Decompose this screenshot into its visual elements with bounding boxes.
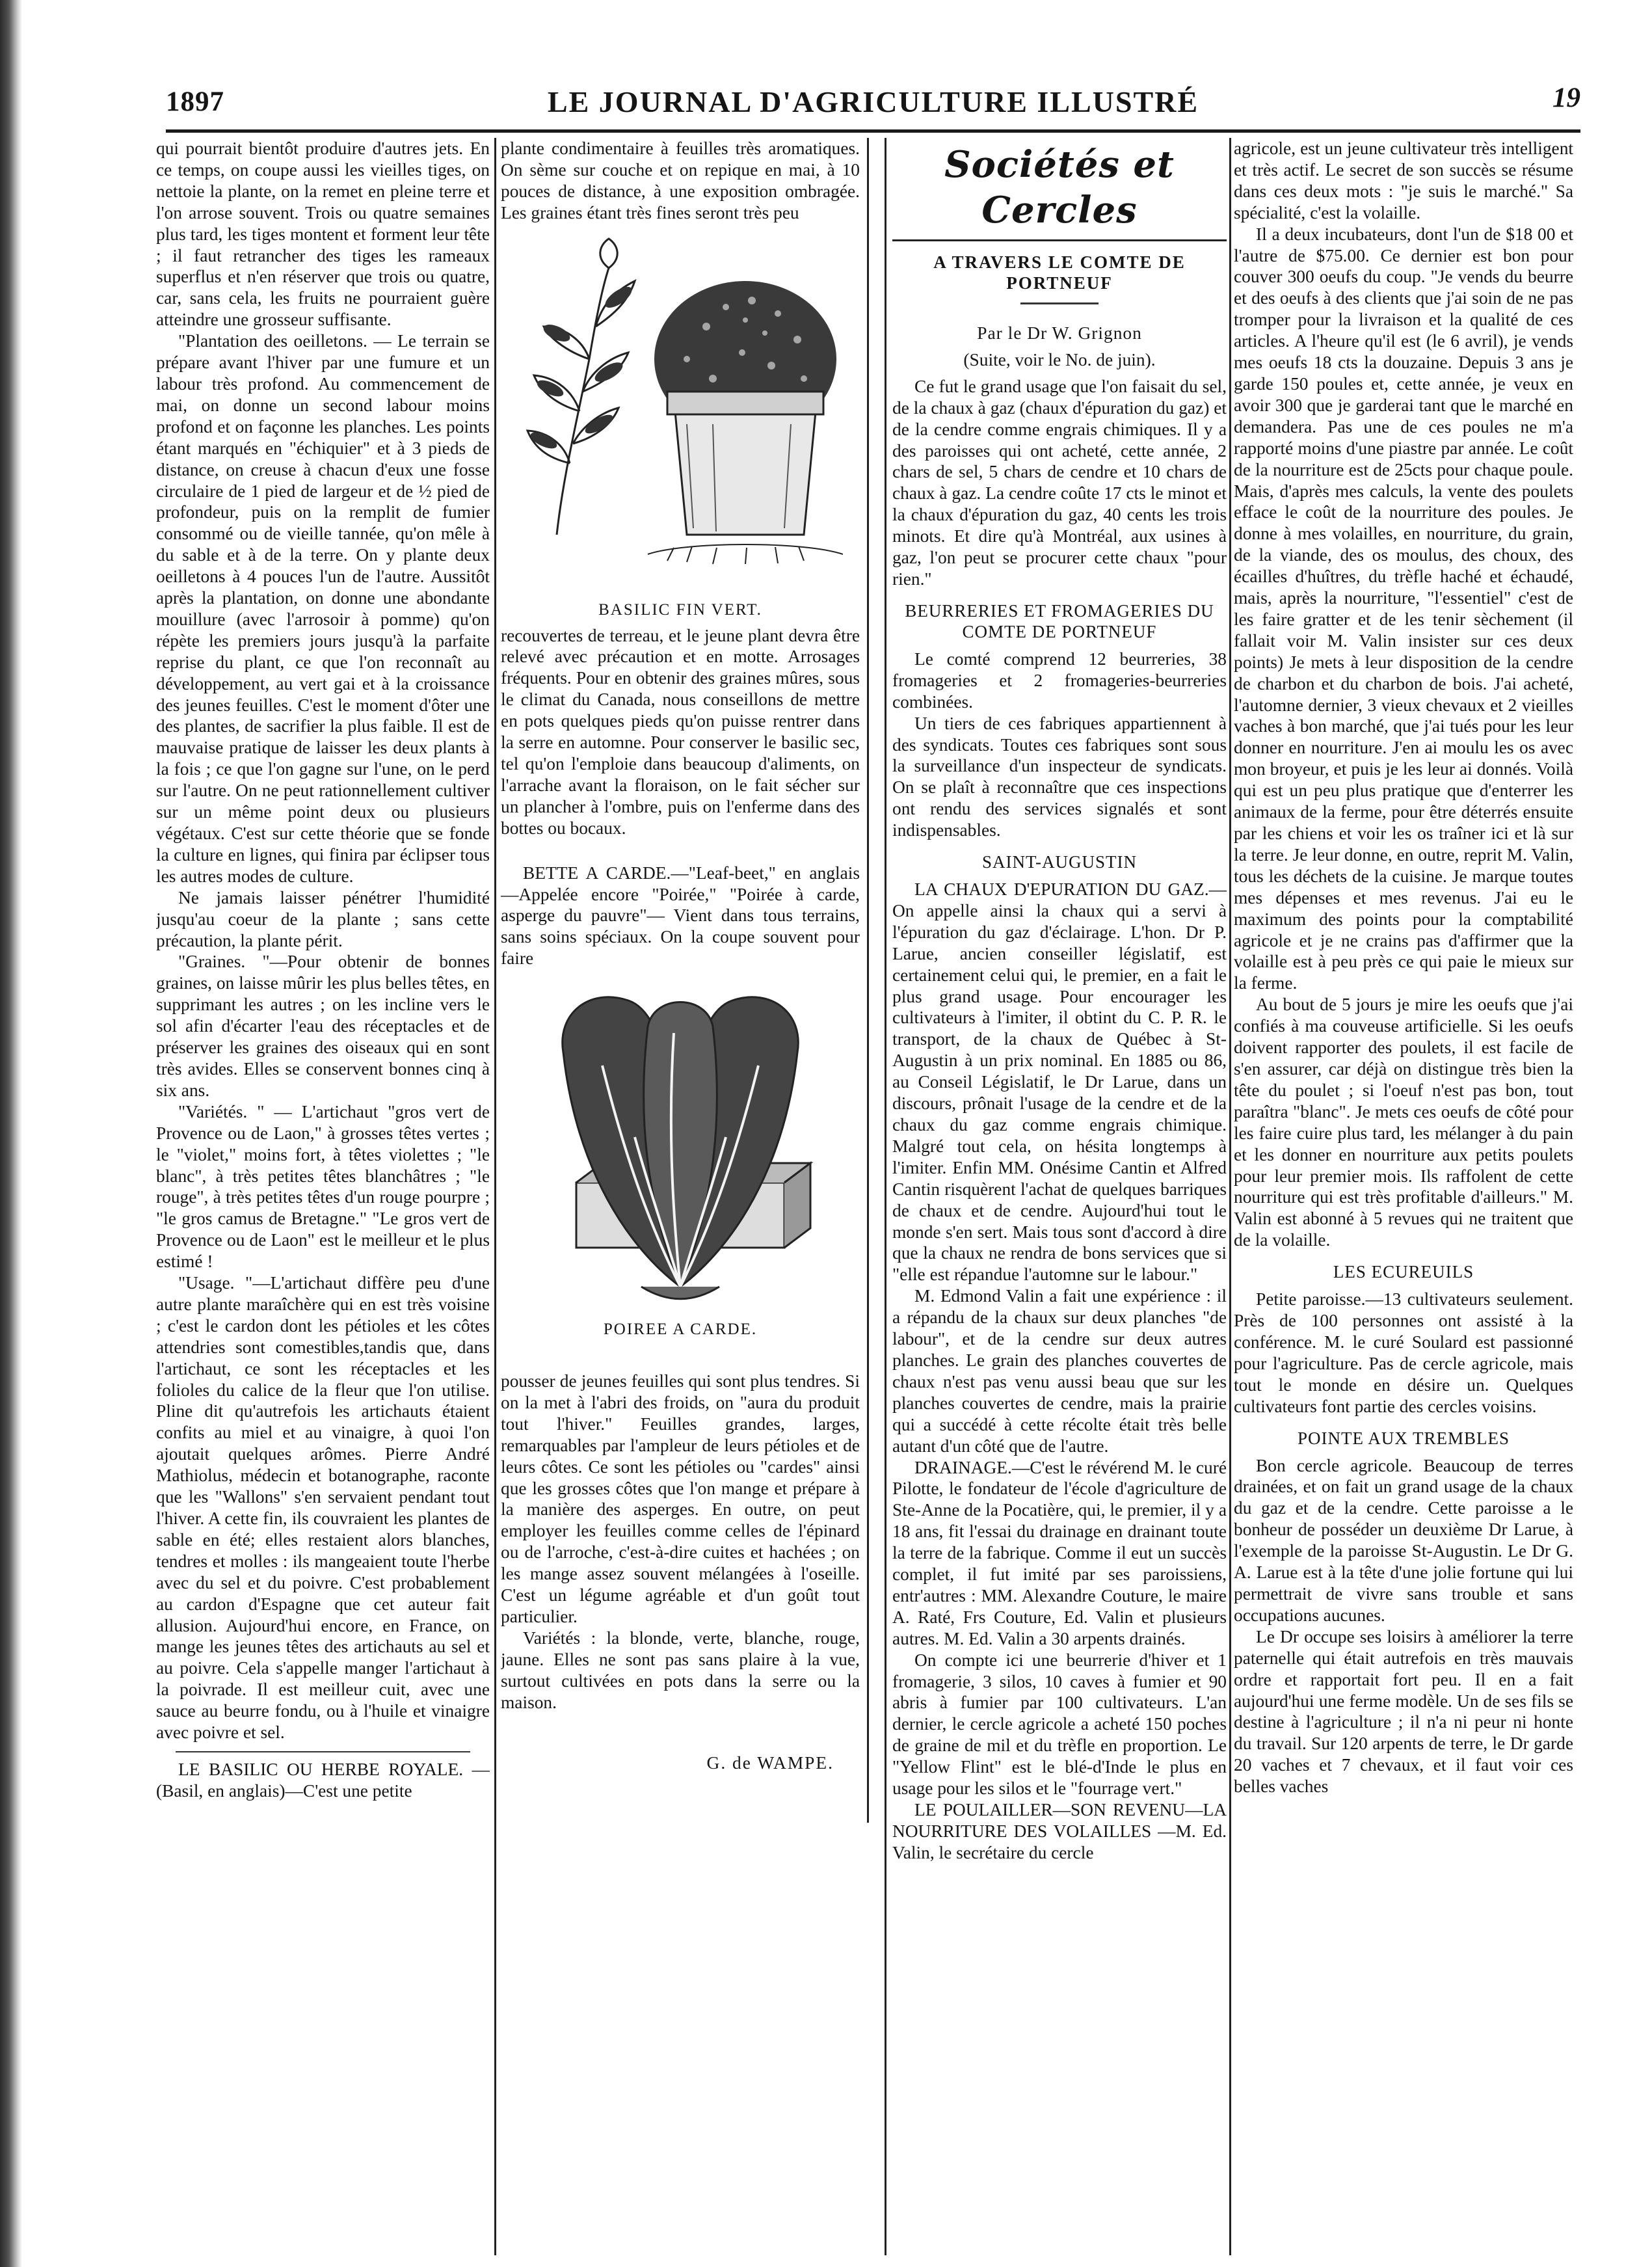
journal-title: LE JOURNAL D'AGRICULTURE ILLUSTRÉ (547, 85, 1199, 118)
paragraph: qui pourrait bientôt produire d'autres jets. En ce temps, on coupe aussi les vieilles tiges, on nettoie la plante, on la remet en pleine terre et l'on arrose souvent. Trois ou quatre semaines plus tard, les tiges montent et forment leur tête ; il faut retrancher des tiges les rameaux superflus et n'en réserver que trois ou quatre, car, sans cela, les fruits ne pourraient guère atteindre une grosseur suffisante. (156, 139, 490, 330)
column-rule (494, 138, 496, 2255)
paragraph: agricole, est un jeune cultivateur très intelligent et très actif. Le secret de son succès se résume dans ces deux mots : "je suis le marché." Sa spécialité, c'est la volaille. (1234, 139, 1573, 222)
paragraph: M. Edmond Valin a fait une expérience : il a répandu de la chaux sur deux planches "de labour", et de la cendre sur deux autres planches. Le grain des planches couvertes de chaux n'est pas venu aussi beau que sur les planches couvertes de cendre, mais la prairie qui a succédé à cette récolte était très belle autant d'un côté que de l'autre. (892, 1286, 1227, 1456)
column-rule (885, 138, 886, 2255)
paragraph: "Graines. "—Pour obtenir de bonnes graines, on laisse mûrir les plus belles têtes, en supprimant les autres ; on les incline vers le sol afin d'écarter l'eau des réceptacles et de préserver les graines des oiseaux qui en sont très avides. Elles se conservent bonnes cinq à six ans. (156, 952, 490, 1100)
byline: Par le Dr W. Grignon (977, 323, 1142, 343)
paragraph: DRAINAGE.—C'est le révérend M. le curé Pilotte, le fondateur de l'école d'agriculture de Ste-Anne de la Pocatière, qui, le premier, il y a 18 ans, fit l'essai du drainage en drainant toute la terre de la fabrique. Comme il eut un succès complet, il fut imité par ses paroissiens, entr'autres : MM. Alexandre Couture, le maire A. Raté, Frs Couture, Ed. Valin et plusieurs autres. M. Ed. Valin a 30 arpents drainés. (892, 1457, 1227, 1648)
chard-illustration (537, 974, 823, 1313)
paragraph: Variétés : la blonde, verte, blanche, rouge, jaune. Elles ne sont pas sans plaire à la vue, surtout cultivées en pots dans la serre ou la maison. (501, 1628, 860, 1712)
paragraph: Il a deux incubateurs, dont l'un de $18 00 et l'autre de $75.00. Ce dernier est bon pour couver 300 oeufs du coup. "Je vends du beurre et des oeufs à des clients que j'ai soin de ne pas tromper pour la livraison et la qualité de ces articles. A l'heure qu'il est (le 6 avril), je vends mes oeufs 18 cts la douzaine. Depuis 3 ans je garde 150 poules et, cette année, je veux en avoir 300 que je garderai tant que le marché en demandera. Pas une de ces poules ne m'a rapporté moins d'une piastre par année. Le coût de la nourriture est de 25cts pour chaque poule. Mais, d'après mes calculs, la vente des poulets efface le coût de la nourriture des poules. Je donne à mes volailles, en nourriture, du grain, de la viande, des os moulus, des choux, des écailles d'huîtres, du trèfle haché et échaudé, mais, après la nourriture, "l'essentiel" c'est de les faire gratter et de les tenir sèchement (il fallait voir M. Valin insister sur ces deux points) Je mets à leur disposition de la cendre de charbon et du charbon de bois. J'ai acheté, l'automne dernier, 3 vieux chevaux et 2 vieilles vaches à bon marché, que j'ai tués pour les leur donner en nourriture. J'en ai moulu les os avec mon broyeur, et puis je les leur ai donnés. Voilà qui est un peu plus pratique que d'enterrer les animaux de la ferme, pour être déterrés ensuite par les chiens et voir les os traîner ici et là sur la terre. Je leur donne, en outre, reprit M. Valin, tous les déchets de la cuisine. Je marque toutes mes dépenses et mes revenus. J'ai eu le maximum des points pour la comptabilité agricole et je ne crains pas d'affirmer que la volaille est à peu près ce qui paie le mieux sur la ferme. (1234, 224, 1573, 993)
continuation-note: (Suite, voir le No. de juin). (963, 349, 1156, 369)
author-signature: G. de WAMPE. (706, 1752, 834, 1773)
subheading: BEURRERIES ET FROMAGERIES DU COMTE DE PORTNEUF (905, 600, 1214, 641)
page-header (166, 77, 1580, 133)
paragraph: recouvertes de terreau, et le jeune plant devra être relevé avec précaution et en motte. Arrosages fréquents. Pour en obtenir des graines mûres, sous le climat du Canada, nous conseillons de mettre en pots quelques pieds qu'on puisse rentrer dans la serre en automne. Pour conserver le basilic sec, tel qu'on l'emploie dans beaucoup d'aliments, on l'arrache avant la floraison, on le fait sécher sur un plancher à l'ombre, puis on l'enferme dans des bottes ou bocaux. (501, 625, 860, 838)
paragraph: Ce fut le grand usage que l'on faisait du sel, de la chaux à gaz (chaux d'épuration du gaz) et de la cendre comme engrais chimiques. Il y a des paroisses qui ont acheté, cette année, 2 chars de sel, 5 chars de cendre et 10 chars de chaux à gaz. La cendre coûte 17 cts le minot et la chaux d'épuration du gaz, 40 cents les trois minots. Et dire qu'à Montréal, aux usines à gaz, l'on peut se procurer cette chaux "pour rien." (892, 376, 1227, 589)
column-4 (1234, 138, 1573, 2255)
paragraph: LE BASILIC OU HERBE ROYALE. —(Basil, en anglais)—C'est une petite (156, 1759, 490, 1801)
paragraph: LE POULAILLER—SON REVENU—LA NOURRITURE DES VOLAILLES —M. Ed. Valin, le secrétaire du cercle (892, 1800, 1227, 1862)
paragraph: "Variétés. " — L'artichaut "gros vert de Provence ou de Laon," à grosses têtes vertes ; le "violet," moins fort, à têtes violettes ; "le blanc", à très petites têtes blanchâtres ; "le rouge", à très petites têtes d'un rouge pourpre ; "le gros camus de Bretagne." "Le gros vert de Provence ou de Laon" est le meilleur et le plus estimé ! (156, 1101, 490, 1272)
column-rule (1229, 138, 1231, 2255)
paragraph: plante condimentaire à feuilles très aromatiques. On sème sur couche et on repique en mai, à 10 pouces de distance, à une exposition ombragée. Les graines étant très fines seront très peu (501, 139, 860, 222)
issue-year: 1897 (166, 87, 224, 117)
column-2 (501, 138, 860, 2102)
column-rule (867, 138, 869, 1823)
column-1 (156, 138, 490, 2255)
paragraph: Au bout de 5 jours je mire les oeufs que j'ai confiés à ma couveuse artificielle. Si les oeufs doivent rapporter des poulets, il est facile de s'en assurer, car déjà on distingue très bien la tête du poulet ; si l'oeuf n'est pas bon, tout paraîtra "blanc". Je mets ces oeufs de côté pour les faire cuire plus tard, les mélanger à du pain et les donner en nourriture aux petits poulets pour leur premier mois. Ils raffolent de cette nourriture qui est très profitable d'ailleurs." M. Valin est abonné à 5 revues qui ne traitent que de la volaille. (1234, 995, 1573, 1250)
section-heading: Sociétés et Cercles (944, 143, 1175, 232)
basil-illustration (518, 229, 843, 593)
paragraph: LA CHAUX D'EPURATION DU GAZ.—On appelle ainsi la chaux qui a servi à l'épuration du gaz d'éclairage. L'hon. Dr P. Larue, ancien conseiller législatif, est certainement celui qui, le premier, en a fait le plus grand usage. Pour encourager les cultivateurs à l'imiter, il obtint du C. P. R. le transport, de la chaux de Québec à St-Augustin à un prix nominal. En 1885 ou 86, au Conseil Législatif, le Dr Larue, dans un discours, prônait l'usage de la cendre et de la chaux du gaz comme engrais chimique. Malgré tout cela, on hésita longtemps à l'imiter. Enfin MM. Onésime Cantin et Alfred Cantin risquèrent l'achat de quelques barriques de chaux et de cendre. Aujourd'hui tout le monde s'en sert. Mais tous sont d'accord à dire que la chaux ne rendra de bons services que si "elle est répandue l'automne sur le labour." (892, 879, 1227, 1285)
paragraph: Le Dr occupe ses loisirs à améliorer la terre paternelle qui était autrefois en très mauvais ordre et rapportait fort peu. Il en a fait aujourd'hui une ferme modèle. Un de ses fils se destine à l'agriculture ; il n'a ni peur ni honte du travail. Sur 120 arpents de terre, le Dr garde 20 vaches et 7 chevaux, et il faut voir ces belles vaches (1234, 1626, 1573, 1797)
paragraph: Un tiers de ces fabriques appartiennent à des syndicats. Toutes ces fabriques sont sous la surveillance d'un inspecteur de syndicats. On se plaît à reconnaître que ces inspections ont rendu des services signalés et sont indispensables. (892, 713, 1227, 840)
heading-rule (892, 239, 1227, 241)
paragraph: "Plantation des oeilletons. — Le terrain se prépare avant l'hiver par une fumure et un labour très profond. Au commencement de mai, on donne un second labour moins profond et on façonne les planches. Les points étant marqués en "échiquier" et à 3 pieds de distance, on creuse à chacun d'eux une fosse circulaire de 1 pied de largeur et de ½ pied de profondeur, puis on la remplit de fumier consommé ou de vieille tannée, qu'on mêle à du sable et à de la terre. On y plante deux oeilletons à 4 pouces l'un de l'autre. Aussitôt après la plantation, on donne une abondante mouillure (avec l'arrosoir à pomme) qu'on répète les premiers jours jusqu'à la parfaite reprise du plant, ce que l'on reconnaît au développement, au vert gai et à la croissance des jeunes feuilles. C'est le moment d'ôter une des plantes, de sacrifier la plus faible. Il est de mauvaise pratique de laisser les deux plants à la fois ; ce que l'on gagne sur l'une, on le perd sur l'autre. On ne peut rationnellement cultiver sur un même point deux ou plusieurs végétaux. C'est sur cette théorie que se fonde la culture en lignes, qui finira par éclipser tous les autres modes de culture. (156, 331, 490, 886)
subheading: LES ECUREUILS (1333, 1262, 1474, 1282)
column-3 (892, 138, 1227, 2255)
page-number: 19 (1552, 83, 1580, 113)
paragraph: On compte ici une beurrerie d'hiver et 1 fromagerie, 3 silos, 10 caves à fumier et 90 abris à fumier par 100 cultivateurs. L'an dernier, le cercle agricole a acheté 150 poches de graine de mil et du trèfle en proportion. Le "Yellow Flint" est le blé-d'Inde le plus en usage pour les silos et le "fourrage vert." (892, 1650, 1227, 1799)
paragraph: BETTE A CARDE.—"Leaf-beet," en anglais—Appelée encore "Poirée," "Poirée à carde, asperge du pauvre"— Vient dans tous terrains, sans soins spéciaux. On la coupe souvent pour faire (501, 863, 860, 969)
paragraph: Bon cercle agricole. Beaucoup de terres drainées, et on fait un grand usage de la chaux du gaz et de la cendre. Cette paroisse a le bonheur de posséder un deuxième Dr Larue, à l'exemple de la paroisse St-Augustin. Le Dr G. A. Larue est à la tête d'une jolie fortune qui lui permettrait de vivre sans trouble et sans occupations aucunes. (1234, 1455, 1573, 1625)
illustration-caption: BASILIC FIN VERT. (598, 600, 762, 619)
paragraph: Le comté comprend 12 beurreries, 38 fromageries et 2 fromageries-beurreries combinées. (892, 649, 1227, 712)
paragraph: Ne jamais laisser pénétrer l'humidité jusqu'au coeur de la plante ; sans cette précaution, la plante périt. (156, 887, 490, 950)
separator (176, 1743, 470, 1752)
paragraph: "Usage. "—L'artichaut diffère peu d'une autre plante maraîchère qui en est très voisine ; c'est le cardon dont les pétioles et les côtes attendries sont comestibles,tandis que, dans l'artichaut, ce sont les réceptacles et les folioles du calice de la fleur que l'on utilise. Pline dit qu'autrefois les artichauts étaient confits au miel et au vinaigre, à quoi l'on ajoutait quelques arômes. Pierre André Mathiolus, médecin et botanographe, raconte que les "Wallons" s'en servaient pendant tout l'hiver. A cette fin, ils couvraient les plantes de sable en été; elles restaient alors blanches, tendres et molles : ils mangeaient toute l'herbe avec du sel et du poivre. C'est probablement au cardon d'Espagne que cet auteur fait allusion. Aujourd'hui encore, en France, on mange les jeunes têtes des artichauts au sel et au poivre. Cela s'appelle manger l'artichaut à la poivrade. Il est meilleur cuit, avec une sauce au beurre fondu, ou à l'huile et vinaigre avec poivre et sel. (156, 1273, 490, 1743)
illustration-caption: POIREE A CARDE. (603, 1321, 758, 1339)
paragraph: Petite paroisse.—13 cultivateurs seulement. Près de 100 personnes ont assisté à la conférence. M. le curé Soulard est passionné pour l'agriculture. Pas de cercle agricole, mais tout le monde en désire un. Quelques cultivateurs font partie des cercles voisins. (1234, 1289, 1573, 1416)
subheading: SAINT-AUGUSTIN (981, 852, 1137, 872)
subheading: POINTE AUX TREMBLES (1297, 1428, 1510, 1448)
article-title: A TRAVERS LE COMTE DE PORTNEUF (933, 252, 1186, 293)
title-rule (1020, 302, 1099, 304)
page-binding-edge (0, 0, 22, 2267)
paragraph: pousser de jeunes feuilles qui sont plus tendres. Si on la met à l'abri des froids, on "aura du produit tout l'hiver." Feuilles grandes, larges, remarquables par l'ampleur de leurs pétioles et de leurs côtes. Ce sont les pétioles ou "cardes" ainsi que les grosses côtes que l'on mange et prépare à la manière des asperges. En outre, on peut employer les feuilles comme celles de l'épinard ou de l'arroche, c'est-à-dire cuites et hachées ; on les mange assez souvent mélangées à l'oseille. C'est un légume agréable et d'un goût tout particulier. (501, 1371, 860, 1626)
